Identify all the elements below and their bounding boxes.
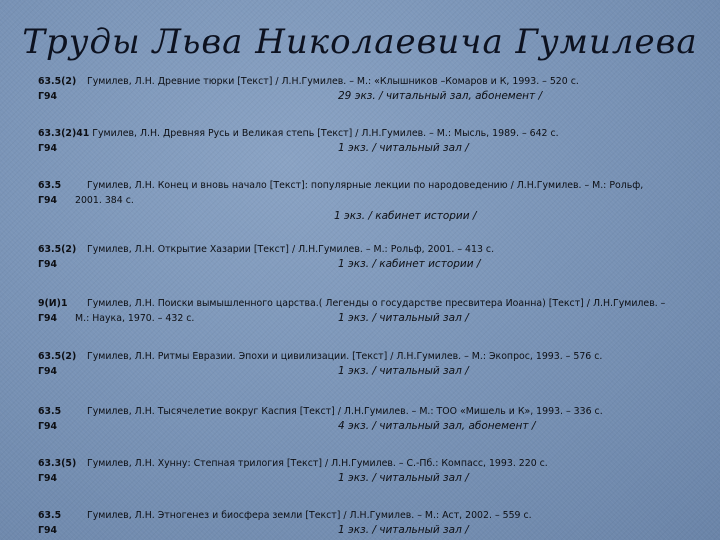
classification-code: 63.5(2) [38,351,77,362]
entry-description: Гумилев, Л.Н. Этногенез и биосфера земли [Текст] / Л.Н.Гумилев. – М.: Аст, 2002. – 559 с. [86,510,532,521]
classification-code: 63.3(2)41 [38,128,90,139]
list-item [38,404,688,435]
entry-description: Гумилев, Л.Н. Ритмы Евразии. Эпохи и цивилизации. [Текст] / Л.Н.Гумилев. – М.: Экопрос, 1993. – 576 с. [86,351,603,362]
list-item [38,74,688,105]
author-mark: Г94 [38,91,58,102]
classification-code: 63.5 [38,180,62,191]
holdings-location: 1 экз. / читальный зал / [338,472,469,484]
holdings-location: 1 экз. / читальный зал / [338,142,469,154]
entry-description: Гумилев, Л.Н. Поиски вымышленного царства.( Легенды о государстве пресвитера Иоанна) [Текст] / Л.Н.Гумилев. – [86,298,666,309]
classification-code: 63.5(2) [38,244,77,255]
classification-code: 63.5 [38,510,62,521]
classification-code: 63.5 [38,406,62,417]
classification-code: 63.3(5) [38,458,77,469]
author-mark: Г94 [38,143,58,154]
classification-code: 63.5(2) [38,76,77,87]
list-item [38,508,688,539]
holdings-location: 1 экз. / кабинет истории / [334,210,477,222]
holdings-location: 1 экз. / читальный зал / [338,312,469,324]
holdings-location: 1 экз. / читальный зал / [338,524,469,536]
list-item [38,126,688,157]
entry-description: Гумилев, Л.Н. Открытие Хазарии [Текст] / Л.Н.Гумилев. – М.: Рольф, 2001. – 413 с. [86,244,495,255]
entry-description: Гумилев, Л.Н. Конец и вновь начало [Текст]: популярные лекции по народоведению / Л.Н.Гумилев. – М.: Рольф, [86,180,644,191]
entry-description-continued: М.: Наука, 1970. – 432 с. [75,313,195,324]
classification-code: 9(И)1 [38,298,68,309]
holdings-location: 1 экз. / кабинет истории / [338,258,481,270]
holdings-location: 1 экз. / читальный зал / [338,365,469,377]
list-item [38,349,688,380]
list-item [38,296,688,327]
list-item [38,178,688,225]
entry-description: Гумилев, Л.Н. Тысячелетие вокруг Каспия [Текст] / Л.Н.Гумилев. – М.: ТОО «Мишель и К», 1993. – 336 с. [86,406,603,417]
author-mark: Г94 [38,259,58,270]
entry-description: Гумилев, Л.Н. Древняя Русь и Великая степь [Текст] / Л.Н.Гумилев. – М.: Мысль, 1989. – 642 с. [92,128,559,139]
author-mark: Г94 [38,525,58,536]
holdings-location: 4 экз. / читальный зал, абонемент / [338,420,536,432]
page-title: Труды Льва Николаевича Гумилева [22,22,698,62]
author-mark: Г94 [38,366,58,377]
list-item [38,456,688,487]
entry-description-continued: 2001. 384 с. [75,195,134,206]
author-mark: Г94 [38,313,58,324]
holdings-location: 29 экз. / читальный зал, абонемент / [338,90,543,102]
author-mark: Г94 [38,421,58,432]
author-mark: Г94 [38,195,58,206]
author-mark: Г94 [38,473,58,484]
entry-description: Гумилев, Л.Н. Хунну: Степная трилогия [Текст] / Л.Н.Гумилев. – С.-Пб.: Компасс, 1993. 220 с. [86,458,548,469]
list-item [38,242,688,273]
entry-description: Гумилев, Л.Н. Древние тюрки [Текст] / Л.Н.Гумилев. – М.: «Клышников –Комаров и К, 1993. – 520 с. [86,76,579,87]
